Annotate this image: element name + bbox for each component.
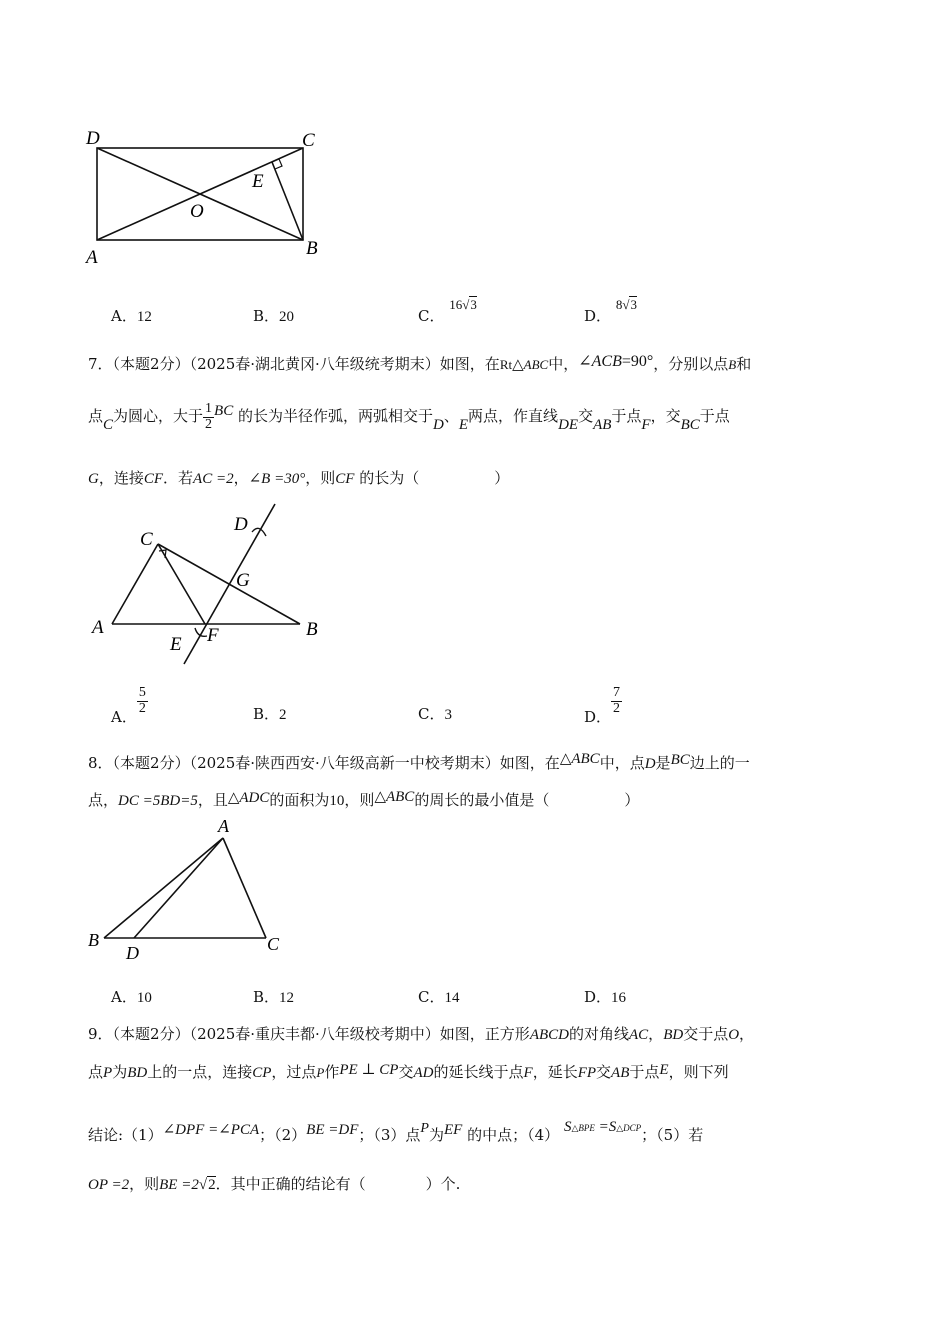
- label-d: D: [86, 128, 100, 149]
- q7-figure: [88, 498, 328, 673]
- label-c: C: [140, 529, 153, 550]
- q7-option-a[interactable]: A． $\frac{5}{2}$: [111, 685, 146, 727]
- label-g: G: [236, 570, 250, 591]
- q7-option-d[interactable]: D． $\frac{7}{2}$: [584, 685, 621, 727]
- label-c: C: [267, 934, 280, 954]
- side-ab: [104, 838, 223, 938]
- q7-line1: 7．（本题2分）（2025春·湖北黄冈·八年级统考期末）如图，在Rt△ABC中，∠ACB=90°，分别以点B和: [88, 353, 752, 373]
- q9-line2: 点P为BD上的一点，连接CP，过点P作PE ⊥ CP交AD的延长线于点F，延长FP交AB于点E，则下列: [88, 1062, 729, 1081]
- label-a: A: [86, 247, 98, 268]
- label-c: C: [302, 130, 315, 151]
- q8-option-c[interactable]: C．14: [418, 988, 460, 1006]
- arc-mark-e: [195, 628, 207, 636]
- label-e: E: [252, 171, 264, 192]
- q8-line2: 点，DC =5BD=5，且△ADC的面积为10，则△ABC的周长的最小值是（ ）: [88, 789, 640, 809]
- q8-option-d[interactable]: D．16: [584, 988, 627, 1006]
- q8-option-b[interactable]: B．12: [253, 988, 295, 1006]
- q9-line4: OP =2，则BE =2√2．其中正确的结论有（ ）个.: [88, 1175, 461, 1193]
- q7-option-b[interactable]: B．2: [253, 705, 287, 723]
- line-de: [184, 504, 275, 664]
- q7-line3: G，连接CF．若AC =2，∠B =30°，则CF 的长为（ ）: [88, 469, 510, 487]
- q8-option-a[interactable]: A．10: [111, 988, 152, 1006]
- q8-line1: 8．（本题2分）（2025春·陕西西安·八年级高新一中校考期末）如图，在△ABC中，点D是BC边上的一: [88, 751, 750, 772]
- label-e: E: [170, 634, 182, 655]
- label-a: A: [218, 816, 229, 836]
- q9-line3: 结论:（1）∠DPF =∠PCA；（2）BE =DF；（3）点P为EF 的中点；（4） S△BPE =S△DCP；（5）若: [88, 1119, 704, 1144]
- q6-option-d[interactable]: D． 8√3: [584, 297, 637, 325]
- label-o: O: [190, 201, 204, 222]
- label-b: B: [306, 238, 318, 259]
- fraction-one-half: $\frac{1}{2}$: [205, 401, 213, 432]
- q7-option-c[interactable]: C．3: [418, 705, 452, 723]
- label-d: D: [234, 514, 248, 535]
- side-ac: [223, 838, 266, 938]
- q6-figure: [80, 120, 330, 270]
- label-b: B: [88, 930, 99, 950]
- q8-figure: [84, 814, 294, 964]
- label-b: B: [306, 619, 318, 640]
- q9-line1: 9．（本题2分）（2025春·重庆丰都·八年级校考期中）如图，正方形ABCD的对角线AC，BD交于点O，: [88, 1025, 755, 1043]
- q6-option-b[interactable]: B．20: [253, 307, 295, 325]
- side-ac: [112, 544, 158, 624]
- q6-option-c[interactable]: C． 16√3: [418, 297, 477, 325]
- label-d: D: [126, 943, 139, 963]
- label-f: F: [207, 625, 219, 646]
- segment-ad: [134, 838, 223, 938]
- label-a: A: [92, 617, 104, 638]
- q6-option-a[interactable]: A．12: [111, 307, 152, 325]
- q7-line2: 点C为圆心，大于 $\frac{1}{2}$ BC 的长为半径作弧，两弧相交于D、E两点，作直线DE交AB于点F，交BC于点: [88, 401, 730, 434]
